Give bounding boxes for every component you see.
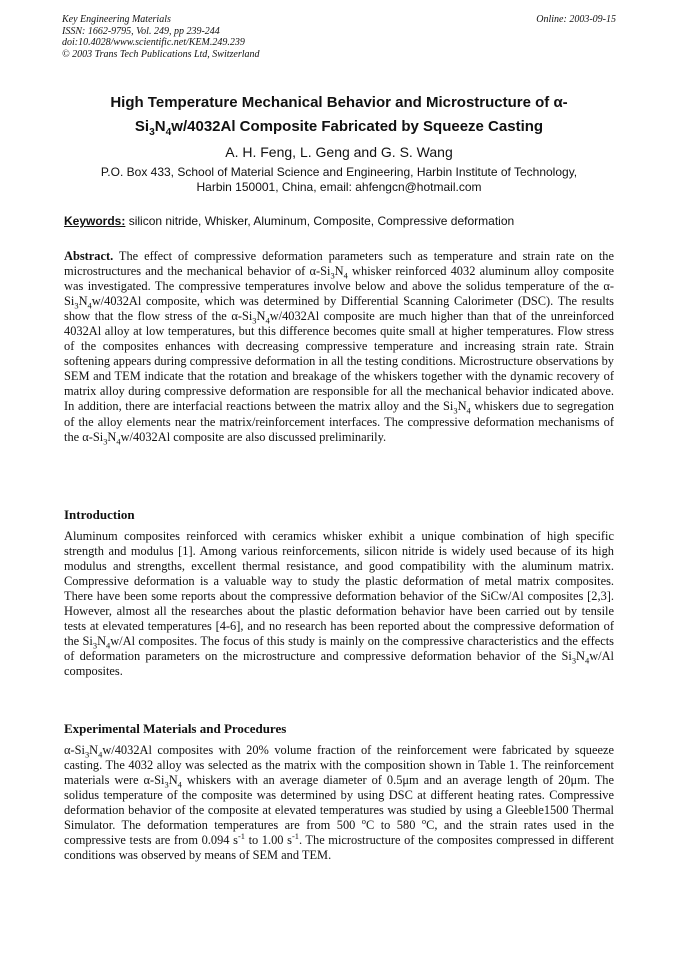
sub-3: 3 xyxy=(252,315,257,326)
chem-n: N xyxy=(457,399,467,414)
unit-sup: -1 xyxy=(291,831,299,842)
title-chem-si: Si xyxy=(134,118,150,135)
unit-sup: -1 xyxy=(237,831,245,842)
chem-n: N xyxy=(256,309,266,324)
sub-4: 4 xyxy=(466,405,471,416)
sub-4: 4 xyxy=(116,436,121,447)
intro-text: Aluminum composites reinforced with ceramics whisker exhibit a unique combination of high specific strength and modulus [1]. Among various reinforcements, silicon nitride is widely used because of its high modulus and strengths, excellent thermal resistance, and good compatibility with the aluminum matrix. Compressive deformation is a valuable way to study the plastic deformation of metal matrix composites. There have been some reports about the compressive deformation behavior of the SiCw/Al composites [2,3]. However, almost all the researches about the plastic deformation behavior have been carried out by tensile tests at elevated temperatures [4-6], and no research has been reported about the compressive deformation of the Si xyxy=(64,529,614,649)
title-line-2-rest: w/4032Al Composite Fabricated by Squeeze Casting xyxy=(171,118,544,135)
abstract-text: The effect of compressive deformation parameters such as temperature and strain rate on the microstructures and the mechanical behavior of α-Si xyxy=(64,249,614,279)
journal-name: Key Engineering Materials xyxy=(62,14,171,25)
abstract-text: whisker reinforced 4032 aluminum alloy composite was investigated. The compressive temperatures involve below and above the solidus temperature of the α-Si xyxy=(64,264,614,309)
journal-header xyxy=(62,14,616,60)
exp-text: w/4032Al composites with 20% volume fraction of the reinforcement were fabricated by squeeze casting. The 4032 alloy was selected as the matrix with the composition shown in Table 1. The reinforcement materials were α-Si xyxy=(64,743,614,788)
experimental-heading: Experimental Materials and Procedures xyxy=(64,721,287,736)
exp-text: C, and the strain rates used in the compressive tests are from 0.094 s xyxy=(64,818,615,848)
experimental-paragraph xyxy=(64,743,614,863)
sub-4: 4 xyxy=(106,640,111,651)
abstract-text: whiskers due to segregation of the alloy elements near the matrix/reinforcement interfaces. The compressive deformation mechanisms of the α-Si xyxy=(64,399,614,444)
degree-sup: o xyxy=(421,816,427,827)
exp-text: to 1.00 s xyxy=(244,833,292,848)
keywords-label: Keywords: xyxy=(64,214,126,228)
sub-4: 4 xyxy=(87,300,92,311)
intro-text: w/Al composites. The focus of this study is mainly on the compressive characteristics and the effects of deformation parameters on the microstructure and compressive deformation behavior of the Si xyxy=(64,634,614,664)
sub-4: 4 xyxy=(265,315,270,326)
introduction-heading: Introduction xyxy=(64,507,135,522)
affiliation-line-2: Harbin 150001, China, email: ahfengcn@hotmail.com xyxy=(196,180,482,194)
abstract-text: w/4032Al composite are also discussed preliminarily. xyxy=(120,429,387,444)
sub-4: 4 xyxy=(584,655,590,666)
chem-n: N xyxy=(97,634,107,649)
exp-text: α-Si xyxy=(64,743,85,757)
title-sub-4: 4 xyxy=(165,127,172,138)
chem-n: N xyxy=(89,743,99,757)
affiliation-line-1: P.O. Box 433, School of Material Science and Engineering, Harbin Institute of Technology, xyxy=(100,165,578,179)
abstract-text: w/4032Al composite, which was determined by Differential Scanning Calorimeter (DSC). The results show that the flow stress of the α-Si xyxy=(64,294,614,324)
chem-n: N xyxy=(107,429,117,444)
abstract xyxy=(64,249,614,445)
sub-4: 4 xyxy=(98,749,103,760)
sub-3: 3 xyxy=(74,300,79,311)
journal-issn: ISSN: 1662-9795, Vol. 249, pp 239-244 xyxy=(62,25,220,37)
intro-text: w/Al composites. xyxy=(64,649,614,679)
chem-n: N xyxy=(576,649,585,664)
sub-3: 3 xyxy=(84,749,90,760)
sub-3: 3 xyxy=(92,640,98,651)
sub-3: 3 xyxy=(453,405,458,416)
journal-doi: doi:10.4028/www.scientific.net/KEM.249.239 xyxy=(62,37,245,48)
degree-sup: o xyxy=(361,816,367,827)
sub-3: 3 xyxy=(164,779,169,790)
sub-3: 3 xyxy=(103,436,108,447)
sub-3: 3 xyxy=(571,655,577,666)
paper-title xyxy=(62,91,616,139)
online-date: Online: 2003-09-15 xyxy=(536,14,616,25)
sub-4: 4 xyxy=(343,270,348,281)
title-line-2 xyxy=(62,115,616,139)
title-sub-3: 3 xyxy=(149,127,155,138)
title-chem-n: N xyxy=(154,118,166,135)
chem-n: N xyxy=(334,264,344,279)
journal-copyright: © 2003 Trans Tech Publications Ltd, Switzerland xyxy=(62,48,260,60)
chem-n: N xyxy=(168,773,178,788)
keywords-text: silicon nitride, Whisker, Aluminum, Composite, Compressive deformation xyxy=(125,214,515,228)
abstract-text: w/4032Al composite are much higher than that of the unreinforced 4032Al alloy at low temperatures, but this difference becomes quite small at higher temperatures. Flow stress of the composites enhances with decreasing compressive temperature and increasing strain rate. Strain softening appears during compressive deformation in all the testing conditions. Microstructure observations by SEM and TEM indicate that the rotation and breakage of the whiskers together with the dynamic recovery of matrix alloy during compressive deformation are responsible for all the mechanical behavior indicated above. In addition, there are interfacial reactions between the matrix alloy and the Si xyxy=(64,309,614,414)
introduction-paragraph xyxy=(64,529,614,679)
sub-3: 3 xyxy=(330,270,335,281)
chem-n: N xyxy=(78,294,88,309)
authors: A. H. Feng, L. Geng and G. S. Wang xyxy=(225,144,453,160)
exp-text: whiskers with an average diameter of 0.5μm and an average length of 20μm. The solidus temperature of the composite was determined by using DSC at different heating rates. Compressive deformation behavior of the composite at elevated temperatures was studied by using a Gleeble1500 Thermal Simulator. The deformation temperatures are from 500 xyxy=(64,773,614,833)
keywords xyxy=(64,214,616,229)
title-line-1: High Temperature Mechanical Behavior and Microstructure of α- xyxy=(110,94,568,111)
exp-text: C to 580 xyxy=(366,818,422,833)
exp-text: . The microstructure of the composites compressed in different conditions was observed by means of SEM and TEM. xyxy=(64,833,614,863)
affiliation xyxy=(80,165,598,195)
sub-4: 4 xyxy=(177,779,182,790)
abstract-label: Abstract. xyxy=(64,249,114,263)
